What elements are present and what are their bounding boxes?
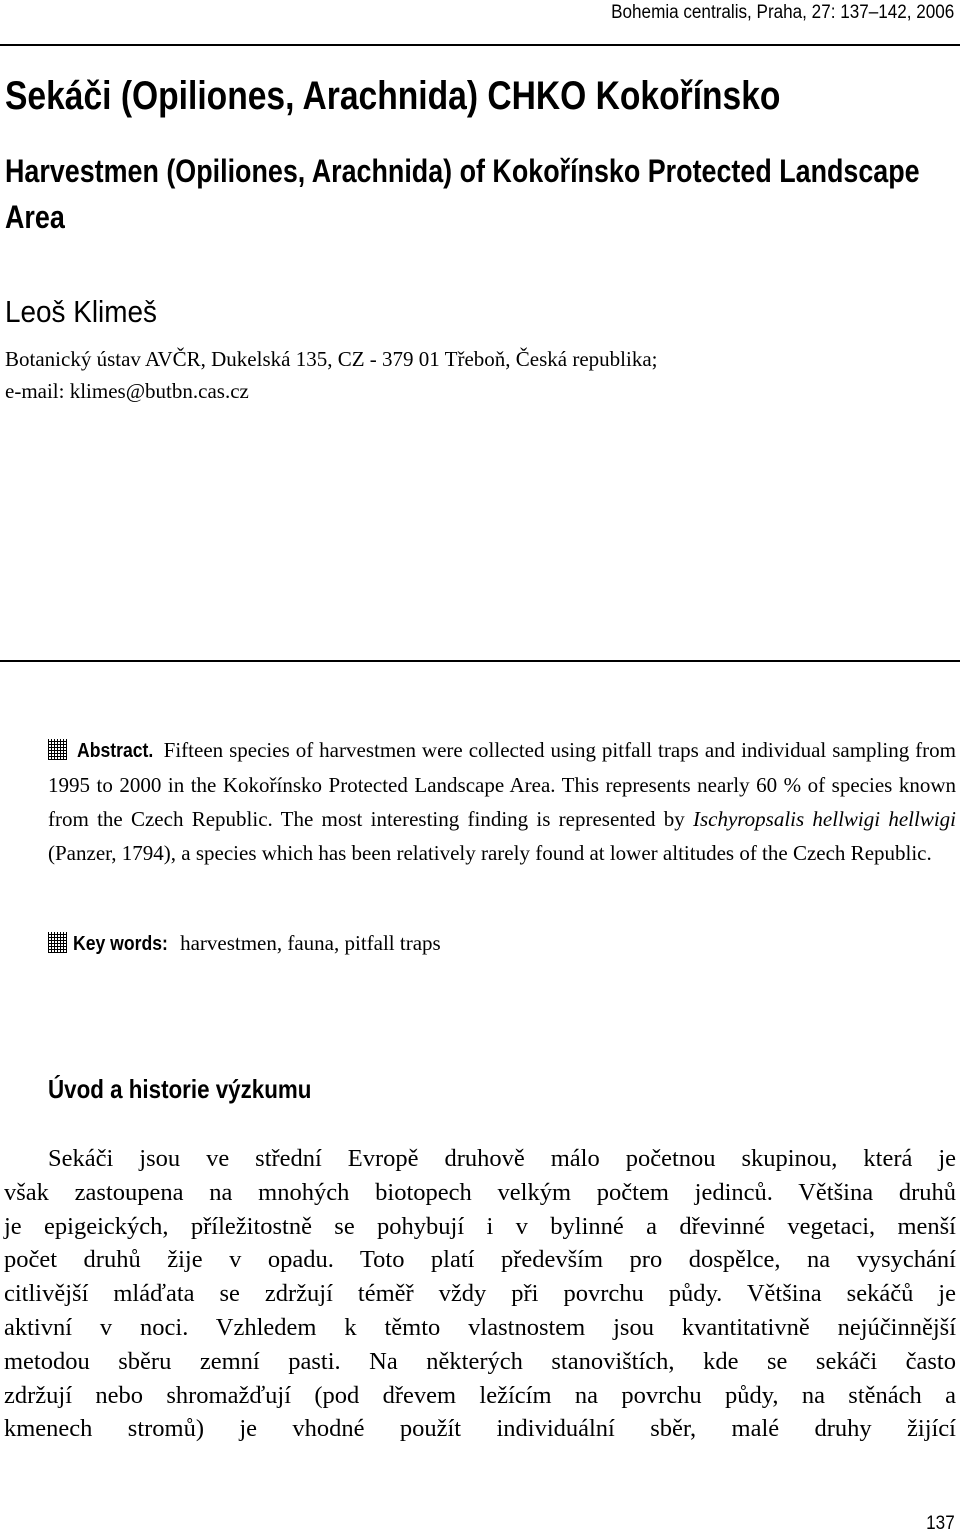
- body-line: počet druhů žije v opadu. Toto platí především pro dospělce, na vysychání: [4, 1246, 956, 1274]
- abstract-label: Abstract.: [77, 740, 154, 762]
- body-line: metodou sběru zemní pasti. Na některých stanovištích, kde se sekáči často: [4, 1347, 956, 1375]
- body-line: Sekáči jsou ve střední Evropě druhově málo početnou skupinou, která je: [48, 1145, 956, 1172]
- running-header: Bohemia centralis, Praha, 27: 137–142, 2006: [610, 2, 954, 23]
- keywords-text: harvestmen, fauna, pitfall traps: [180, 931, 441, 955]
- keywords-bullet-icon: [48, 932, 67, 953]
- article-title-czech: Sekáči (Opiliones, Arachnida) CHKO Kokořínsko: [5, 74, 781, 118]
- abstract-species-name: Ischyropsalis hellwigi hellwigi: [692, 807, 956, 831]
- body-line: je epigeických, příležitostně se pohybují i v bylinné a dřevinné vegetaci, menší: [4, 1212, 956, 1240]
- abstract-text-part1: Fifteen species of harvestmen were collected using pitfall traps and individual sampling from 1995 to 2000 in the Kokořínsko Protected Landscape Area. This represents nearly 60 % of species known from the Czech Republic. The most interesting finding is represented by: [48, 738, 957, 831]
- affiliation-email: e-mail: klimes@butbn.cas.cz: [5, 379, 249, 403]
- abstract-bullet-icon: [48, 739, 67, 760]
- keywords: [48, 926, 441, 961]
- body-line: aktivní v noci. Vzhledem k těmto vlastnostem jsou kvantitativně nejúčinnější: [4, 1313, 956, 1341]
- section-body: [4, 1142, 956, 1446]
- body-line: citlivější mláďata se zdržují téměř vždy při povrchu půdy. Většina sekáčů je: [4, 1280, 956, 1308]
- abstract: [48, 733, 956, 870]
- author-affiliation: [5, 343, 765, 407]
- header-rule: [0, 44, 960, 46]
- author-name: Leoš Klimeš: [5, 294, 157, 329]
- page-number: 137: [926, 1513, 955, 1534]
- body-line: zdržují nebo shromažďují (pod dřevem ležícím na povrchu půdy, na stěnách a: [4, 1381, 956, 1409]
- abstract-text-part2: (Panzer, 1794), a species which has been relatively rarely found at lower altitudes of the Czech Republic.: [48, 841, 932, 865]
- keywords-label: Key words:: [73, 933, 168, 955]
- affiliation-address: Botanický ústav AVČR, Dukelská 135, CZ - 379 01 Třeboň, Česká republika;: [5, 347, 658, 371]
- section-divider-rule: [0, 660, 960, 662]
- article-title-english: Harvestmen (Opiliones, Arachnida) of Kokořínsko Protected Landscape Area: [5, 153, 920, 235]
- section-heading: Úvod a historie výzkumu: [48, 1074, 312, 1104]
- body-line: však zastoupena na mnohých biotopech velkým počtem jedinců. Většina druhů: [4, 1178, 956, 1206]
- body-line: kmenech stromů) je vhodné použít individuální sběr, malé druhy žijící: [4, 1415, 956, 1443]
